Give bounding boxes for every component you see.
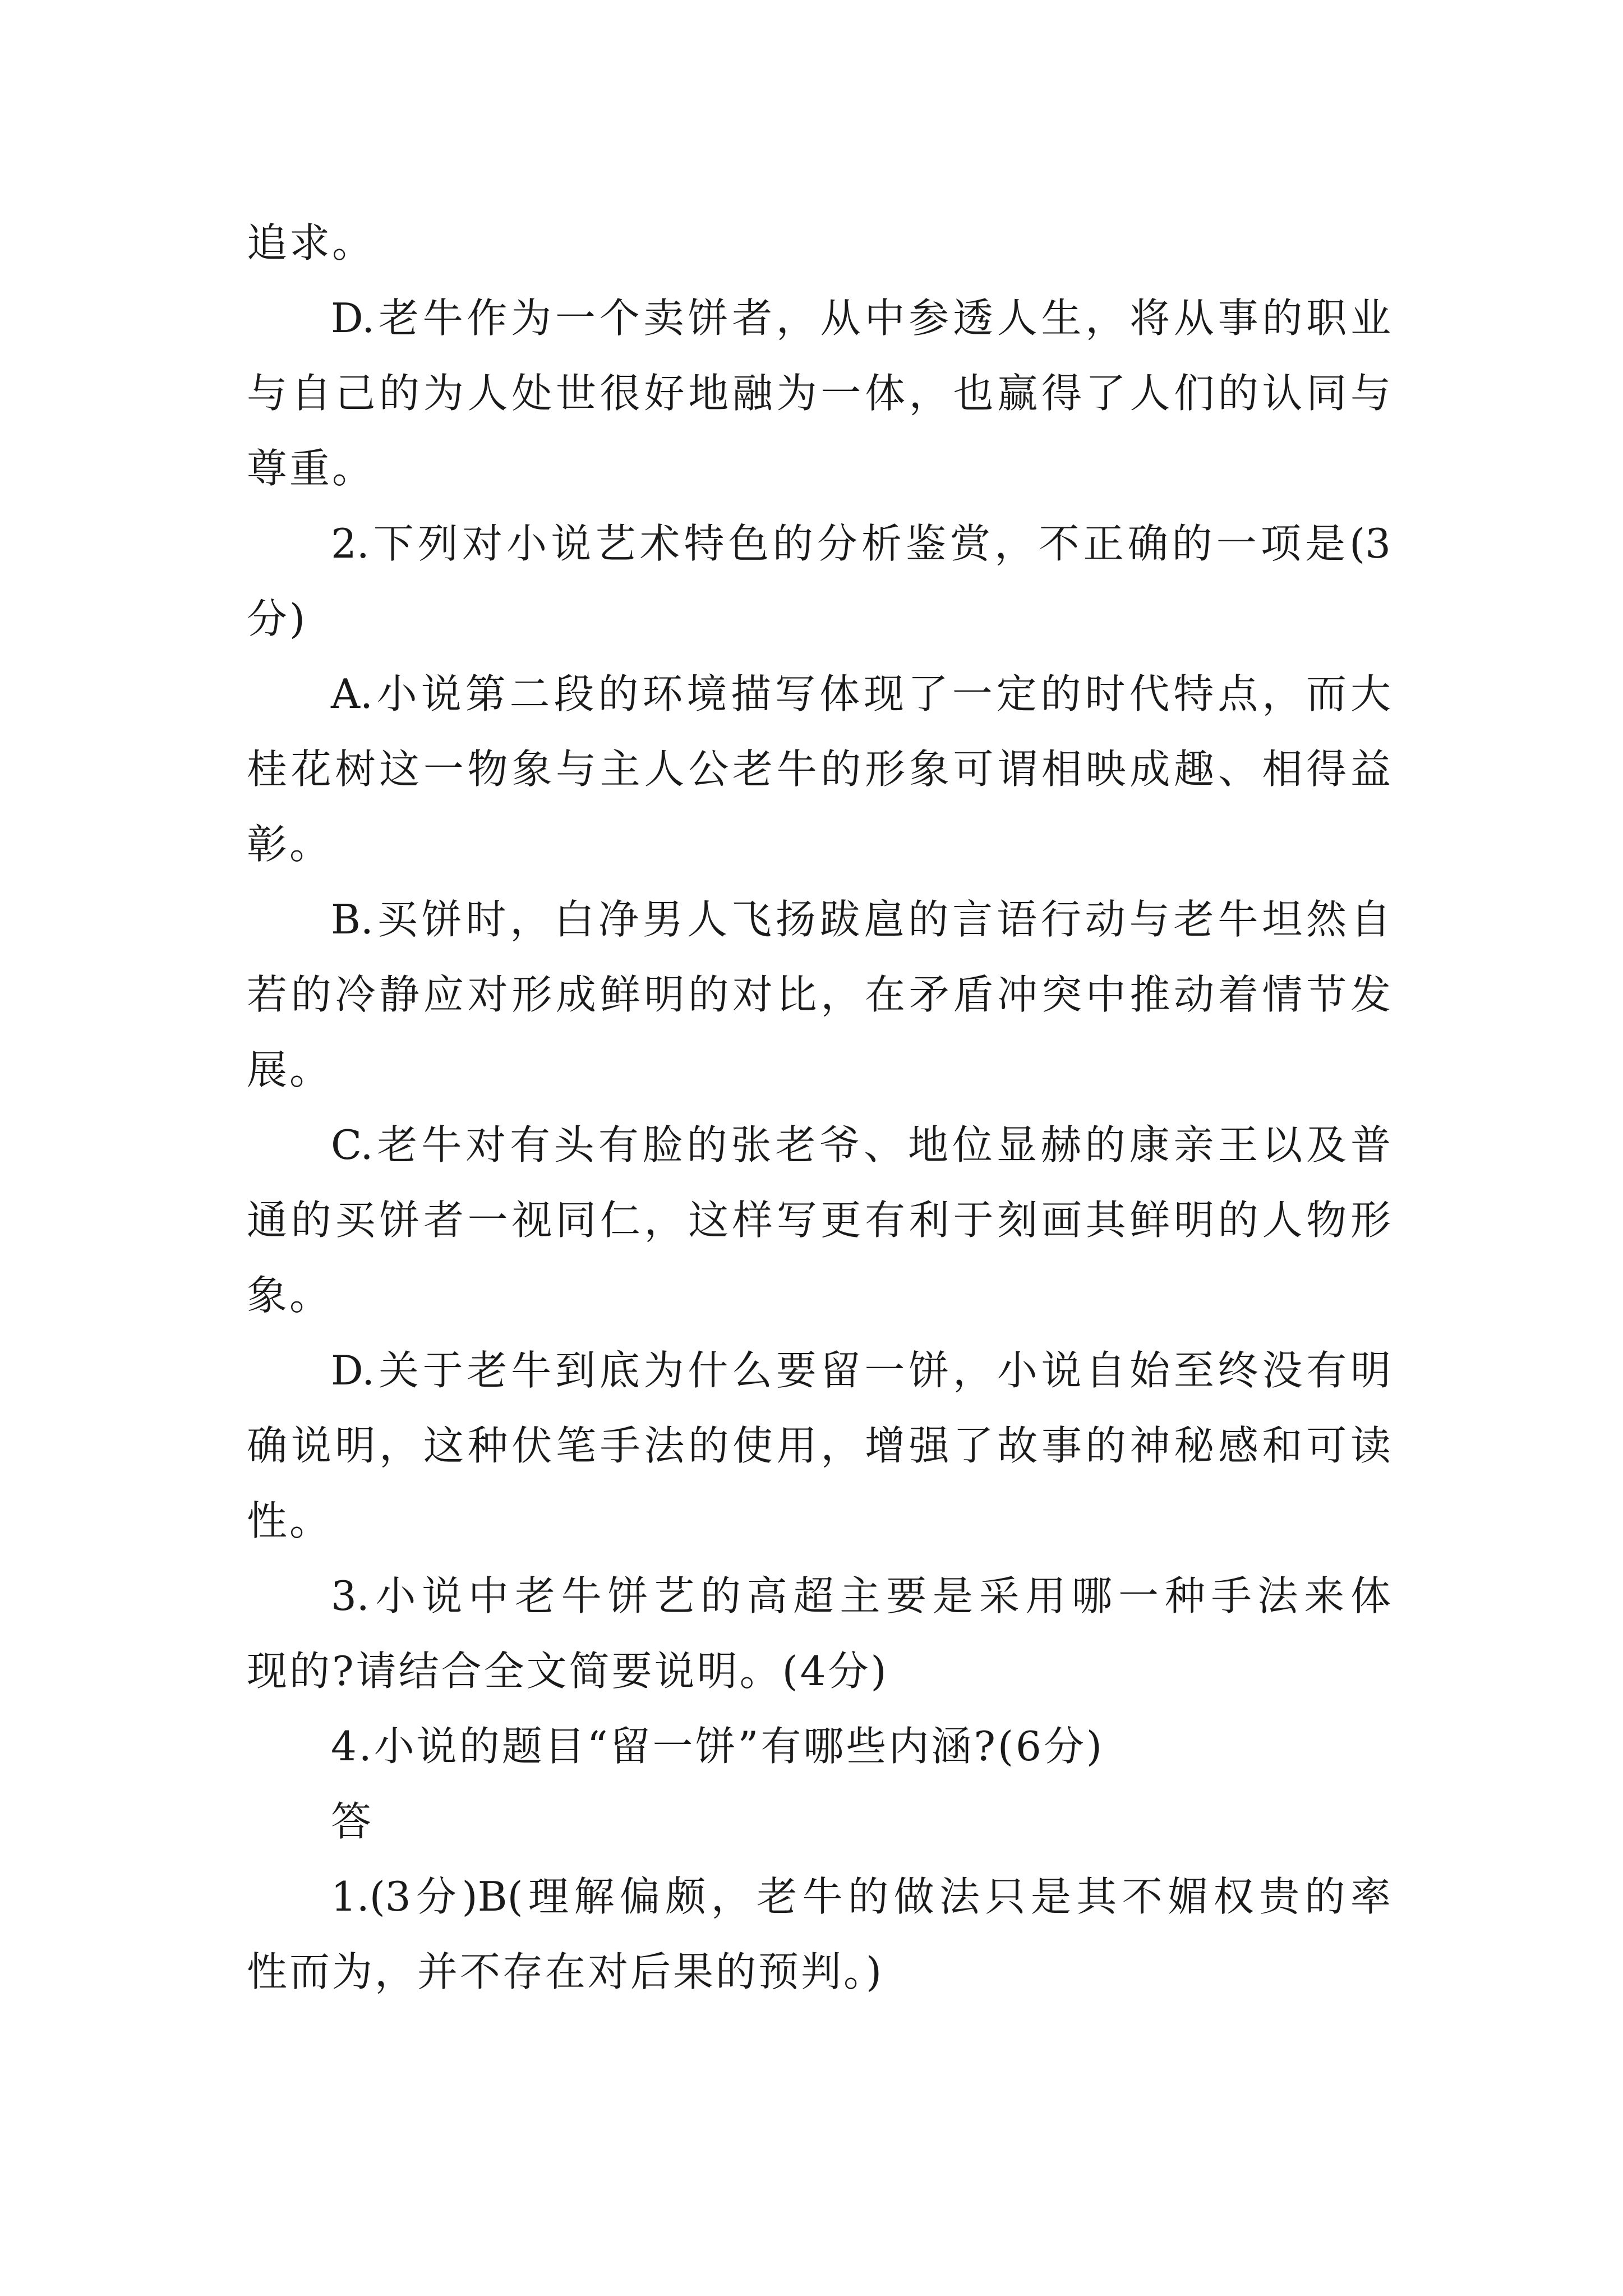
- option-c-line-2: 通的买饼者一视同仁，这样写更有利于刻画其鲜明的人物形: [247, 1197, 1391, 1244]
- answer-1-line-1: 1.(3分)B(理解偏颇，老牛的做法只是其不媚权贵的率: [331, 1873, 1391, 1920]
- option-c-line-3: 象。: [247, 1272, 333, 1319]
- question-3-line-2: 现的?请结合全文简要说明。(4分): [247, 1648, 889, 1695]
- option-a-line-3: 彰。: [247, 821, 333, 868]
- option-d2-line-1: D.关于老牛到底为什么要留一饼，小说自始至终没有明: [331, 1347, 1391, 1394]
- option-c-line-1: C.老牛对有头有脸的张老爷、地位显赫的康亲王以及普: [331, 1121, 1391, 1168]
- option-a-line-1: A.小说第二段的环境描写体现了一定的时代特点，而大: [331, 670, 1391, 717]
- question-2-line-2: 分): [247, 595, 308, 642]
- option-d-line-2: 与自己的为人处世很好地融为一体，也赢得了人们的认同与: [247, 370, 1391, 417]
- option-b-line-1: B.买饼时，白净男人飞扬跋扈的言语行动与老牛坦然自: [331, 896, 1391, 943]
- option-b-line-3: 展。: [247, 1046, 333, 1093]
- question-4: 4.小说的题目“留一饼”有哪些内涵?(6分): [331, 1723, 1104, 1770]
- answer-heading: 答: [331, 1798, 374, 1845]
- option-d2-line-2: 确说明，这种伏笔手法的使用，增强了故事的神秘感和可读: [247, 1422, 1391, 1469]
- option-d-line-1: D.老牛作为一个卖饼者，从中参透人生，将从事的职业: [331, 295, 1391, 342]
- option-b-line-2: 若的冷静应对形成鲜明的对比，在矛盾冲突中推动着情节发: [247, 971, 1391, 1018]
- text-line-1: 追求。: [247, 219, 375, 266]
- option-d2-line-3: 性。: [247, 1497, 333, 1544]
- question-3-line-1: 3.小说中老牛饼艺的高超主要是采用哪一种手法来体: [331, 1572, 1391, 1619]
- option-d-line-3: 尊重。: [247, 445, 375, 492]
- question-2-line-1: 2.下列对小说艺术特色的分析鉴赏，不正确的一项是(3: [331, 520, 1391, 567]
- answer-1-line-2: 性而为，并不存在对后果的预判。): [247, 1948, 884, 1995]
- option-a-line-2: 桂花树这一物象与主人公老牛的形象可谓相映成趣、相得益: [247, 746, 1391, 793]
